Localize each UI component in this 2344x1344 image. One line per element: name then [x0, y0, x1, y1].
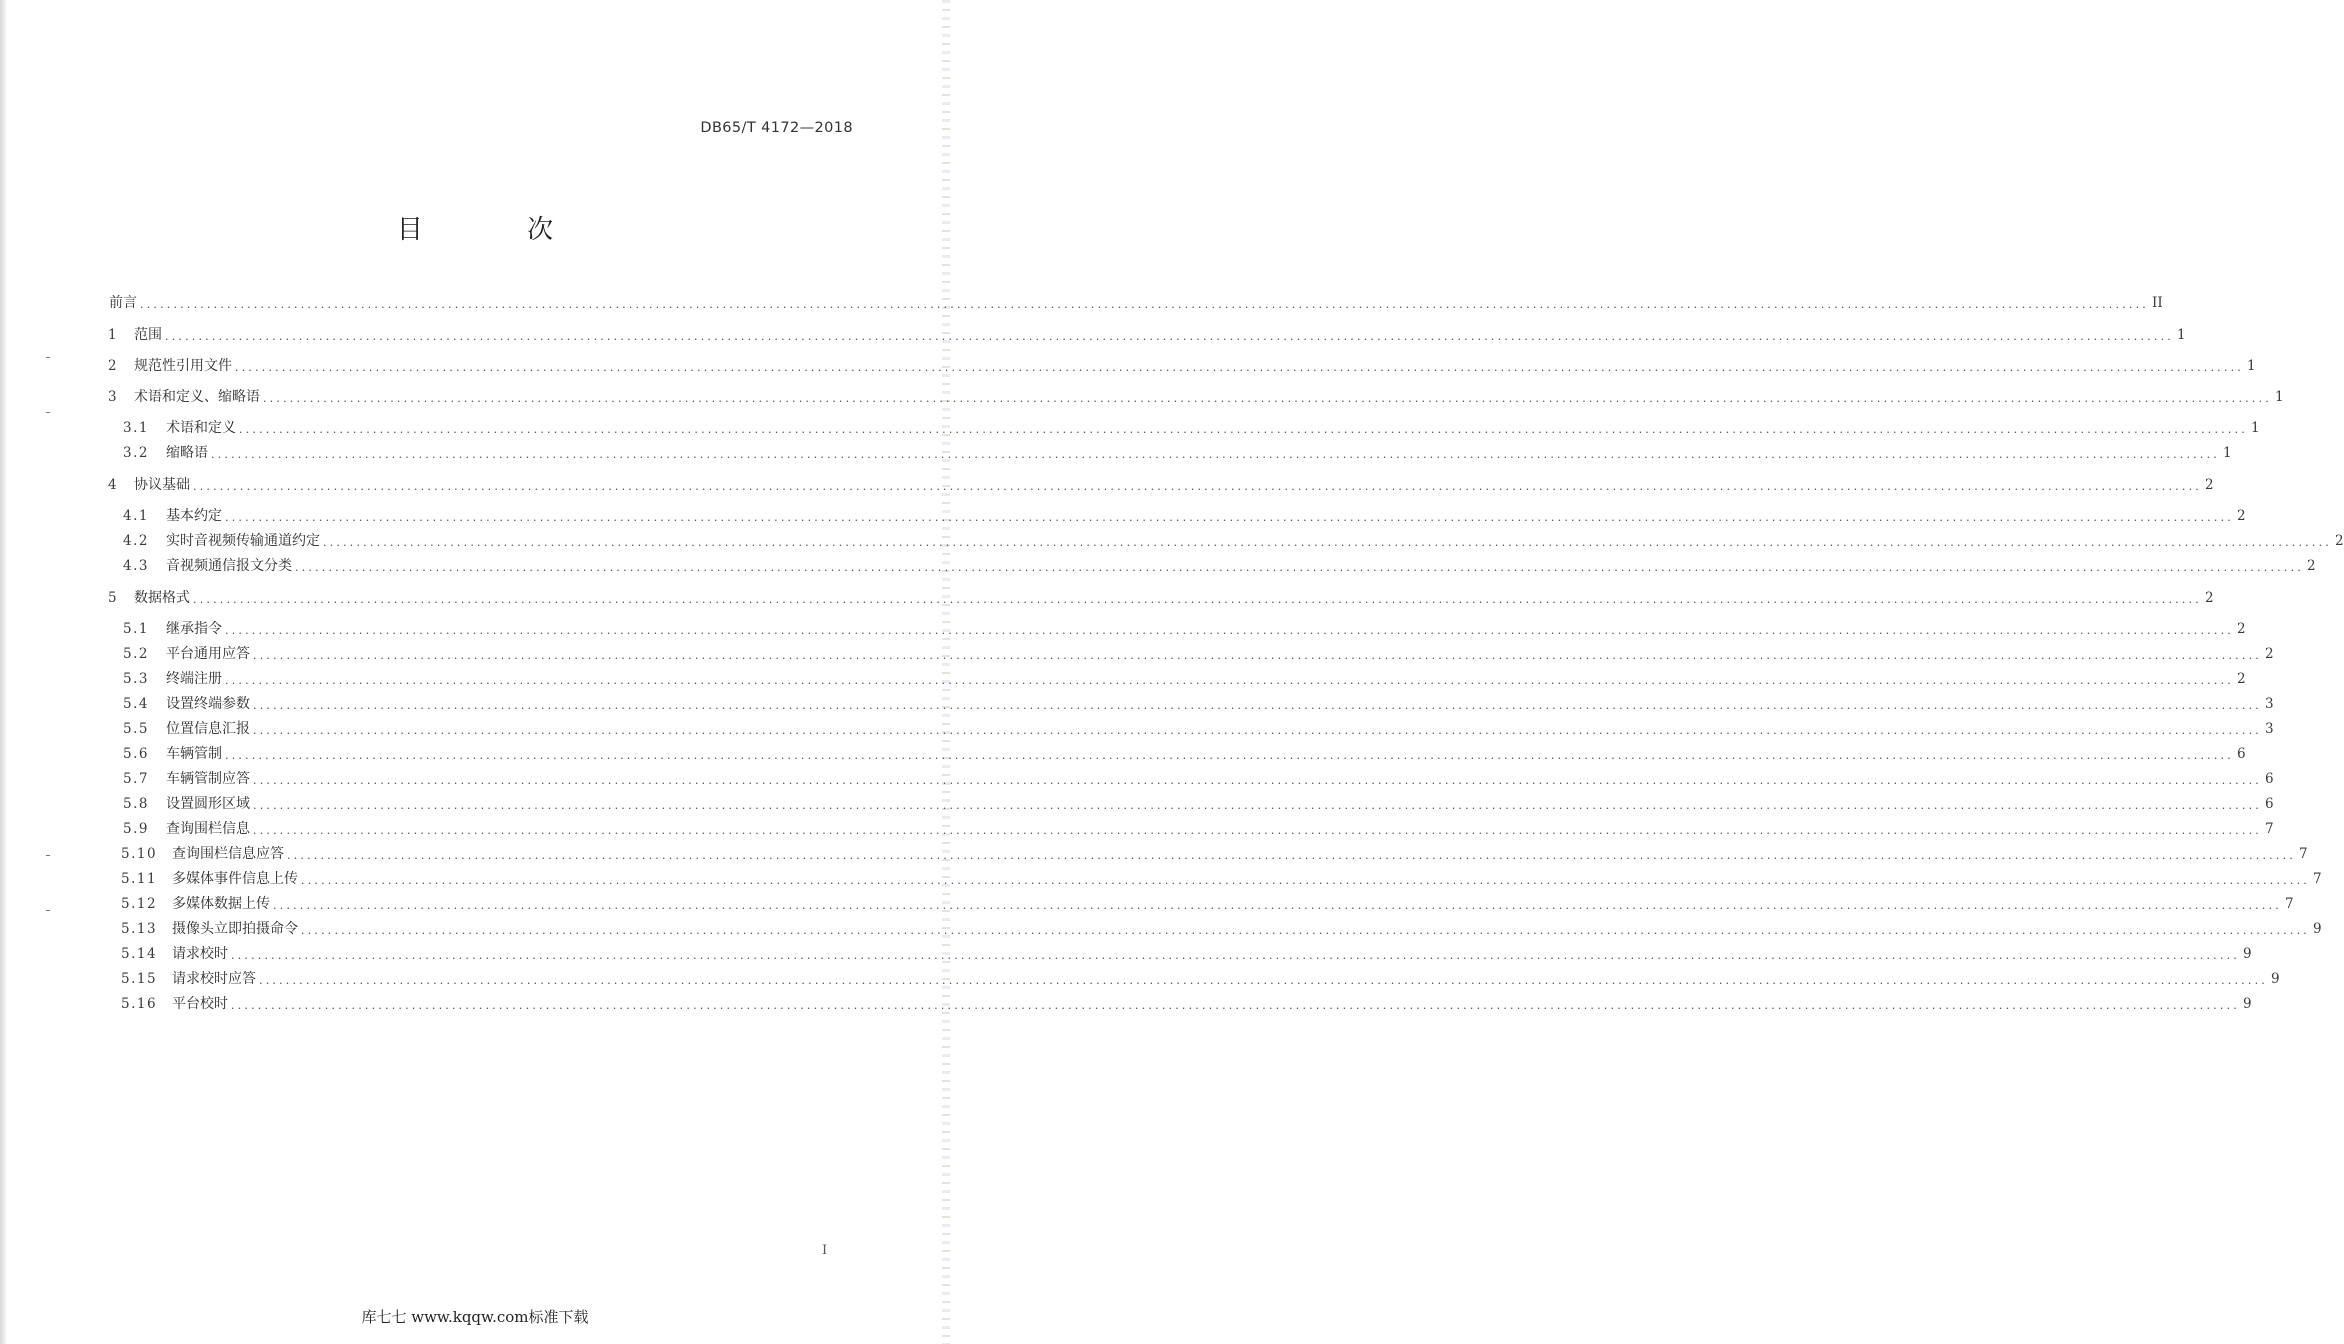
- toc-entry[interactable]: [0, 694, 2274, 714]
- toc-entry-number: 5.15: [121, 971, 158, 987]
- toc-entry[interactable]: [0, 944, 2252, 964]
- toc-entry-page: 7: [2312, 871, 2322, 887]
- toc-entry-number: 5.13: [121, 921, 158, 937]
- toc-entry-page: 2: [2334, 533, 2344, 549]
- toc-entry-label: 实时音视频传输通道约定: [166, 533, 320, 549]
- toc-entry-number: 4.1: [123, 508, 149, 524]
- dot-leader: ............................................................................................................................................................................................................................................................................................................: [225, 624, 2234, 637]
- dot-leader: ............................................................................................................................................................................................................................................................................................................: [239, 423, 2248, 436]
- dot-leader: ............................................................................................................................................................................................................................................................................................................: [295, 561, 2304, 574]
- footer-text: 库七七 www.kqqw.com标准下载: [361, 1308, 589, 1326]
- dot-leader: ............................................................................................................................................................................................................................................................................................................: [301, 874, 2310, 887]
- toc-entry-page: 1: [2222, 445, 2232, 461]
- toc-entry-number: 3.2: [123, 445, 149, 461]
- toc-entry-page: 9: [2242, 996, 2252, 1012]
- toc-entry[interactable]: [0, 794, 2274, 814]
- toc-entry-page: 1: [2176, 327, 2186, 343]
- toc-entry-number: 5.6: [123, 746, 149, 762]
- toc-entry-label: 摄像头立即拍摄命令: [172, 921, 298, 937]
- toc-entry[interactable]: [0, 588, 2214, 608]
- toc-entry-number: 4: [108, 477, 119, 493]
- toc-entry-number: 3: [108, 389, 119, 405]
- toc-entry-page: 7: [2264, 821, 2274, 837]
- toc-entry-page: 3: [2264, 721, 2274, 737]
- toc-entry-page: 3: [2264, 696, 2274, 712]
- toc-entry[interactable]: [0, 869, 2322, 889]
- toc-entry-page: 6: [2264, 796, 2274, 812]
- toc-entry[interactable]: [0, 356, 2256, 376]
- toc-entry-number: 5.10: [121, 846, 158, 862]
- toc-entry-page: 6: [2264, 771, 2274, 787]
- toc-entry-label: 数据格式: [134, 590, 190, 606]
- toc-entry-label: 缩略语: [166, 445, 208, 461]
- toc-entry-page: 2: [2264, 646, 2274, 662]
- dot-leader: ............................................................................................................................................................................................................................................................................................................: [253, 649, 2262, 662]
- toc-entry-label: 基本约定: [166, 508, 222, 524]
- toc-entry-label: 平台通用应答: [166, 646, 250, 662]
- toc-entry[interactable]: [0, 619, 2246, 639]
- toc-entry-page: 9: [2312, 921, 2322, 937]
- toc-entry-number: 5.2: [123, 646, 149, 662]
- toc-entry-number: 5.1: [123, 621, 149, 637]
- toc-entry-number: 4.3: [123, 558, 149, 574]
- toc-entry[interactable]: [0, 894, 2294, 914]
- toc-entry-page: 6: [2236, 746, 2246, 762]
- dot-leader: ............................................................................................................................................................................................................................................................................................................: [253, 699, 2262, 712]
- toc-entry-label: 请求校时应答: [172, 971, 256, 987]
- toc-entry-number: 5.3: [123, 671, 149, 687]
- toc-entry[interactable]: [0, 443, 2232, 463]
- toc-entry-label: 前言: [109, 295, 137, 311]
- toc-entry-page: 7: [2284, 896, 2294, 912]
- toc-entry[interactable]: [0, 994, 2252, 1014]
- dot-leader: ............................................................................................................................................................................................................................................................................................................: [225, 674, 2234, 687]
- toc-entry-page: 1: [2274, 389, 2284, 405]
- toc-entry-page: 2: [2306, 558, 2316, 574]
- toc-entry-label: 范围: [134, 327, 162, 343]
- toc-entry-number: 5.8: [123, 796, 149, 812]
- toc-title: 目 次: [396, 215, 602, 245]
- toc-entry-label: 车辆管制: [166, 746, 222, 762]
- toc-entry-page: 2: [2236, 671, 2246, 687]
- toc-entry-number: 5.9: [123, 821, 149, 837]
- toc-entry-page: 2: [2236, 621, 2246, 637]
- toc-entry-label: 音视频通信报文分类: [166, 558, 292, 574]
- toc-entry[interactable]: [0, 919, 2322, 939]
- toc-entry[interactable]: [0, 387, 2284, 407]
- toc-entry-page: 1: [2246, 358, 2256, 374]
- toc-entry-label: 平台校时: [172, 996, 228, 1012]
- dot-leader: ............................................................................................................................................................................................................................................................................................................: [231, 949, 2240, 962]
- scan-mark: [46, 412, 50, 413]
- toc-entry[interactable]: [0, 293, 2163, 313]
- toc-entry-label: 多媒体数据上传: [172, 896, 270, 912]
- dot-leader: ............................................................................................................................................................................................................................................................................................................: [193, 480, 2202, 493]
- dot-leader: ............................................................................................................................................................................................................................................................................................................: [225, 749, 2234, 762]
- document-code: DB65/T 4172—2018: [700, 120, 853, 136]
- toc-entry-number: 5.16: [121, 996, 158, 1012]
- page-number: I: [822, 1243, 828, 1258]
- toc-entry-page: 2: [2204, 477, 2214, 493]
- dot-leader: ............................................................................................................................................................................................................................................................................................................: [231, 999, 2240, 1012]
- toc-entry-label: 术语和定义: [166, 420, 236, 436]
- dot-leader: ............................................................................................................................................................................................................................................................................................................: [211, 448, 2220, 461]
- dot-leader: ............................................................................................................................................................................................................................................................................................................: [140, 298, 2149, 311]
- toc-entry-number: 5.7: [123, 771, 149, 787]
- toc-entry-number: 4.2: [123, 533, 149, 549]
- toc-entry-number: 5.4: [123, 696, 149, 712]
- toc-entry-label: 协议基础: [134, 477, 190, 493]
- toc-entry-label: 规范性引用文件: [134, 358, 232, 374]
- toc-entry-page: 9: [2242, 946, 2252, 962]
- dot-leader: ............................................................................................................................................................................................................................................................................................................: [253, 724, 2262, 737]
- toc-entry[interactable]: [0, 531, 2344, 551]
- dot-leader: ............................................................................................................................................................................................................................................................................................................: [263, 392, 2272, 405]
- toc-entry[interactable]: [0, 418, 2260, 438]
- toc-entry-label: 终端注册: [166, 671, 222, 687]
- toc-entry[interactable]: [0, 669, 2246, 689]
- toc-entry[interactable]: [0, 769, 2274, 789]
- toc-entry-label: 术语和定义、缩略语: [134, 389, 260, 405]
- toc-entry-number: 5.11: [121, 871, 158, 887]
- dot-leader: ............................................................................................................................................................................................................................................................................................................: [253, 774, 2262, 787]
- toc-entry-page: 7: [2298, 846, 2308, 862]
- toc-entry-label: 位置信息汇报: [166, 721, 250, 737]
- scan-right-edge: [942, 0, 950, 1344]
- toc-entry-number: 5: [108, 590, 119, 606]
- toc-entry-page: 2: [2204, 590, 2214, 606]
- dot-leader: ............................................................................................................................................................................................................................................................................................................: [253, 824, 2262, 837]
- dot-leader: ............................................................................................................................................................................................................................................................................................................: [287, 849, 2296, 862]
- toc-entry-label: 车辆管制应答: [166, 771, 250, 787]
- dot-leader: ............................................................................................................................................................................................................................................................................................................: [259, 974, 2268, 987]
- toc-entry-number: 5.12: [121, 896, 158, 912]
- toc-entry[interactable]: [0, 819, 2274, 839]
- toc-entry-label: 多媒体事件信息上传: [172, 871, 298, 887]
- toc-entry-number: 5.14: [121, 946, 158, 962]
- toc-entry-number: 2: [108, 358, 119, 374]
- dot-leader: ............................................................................................................................................................................................................................................................................................................: [235, 361, 2244, 374]
- toc-entry[interactable]: [0, 719, 2274, 739]
- toc-entry-label: 查询围栏信息: [166, 821, 250, 837]
- toc-entry[interactable]: [0, 644, 2274, 664]
- toc-entry-label: 查询围栏信息应答: [172, 846, 284, 862]
- toc-entry[interactable]: [0, 475, 2214, 495]
- toc-entry-label: 设置圆形区域: [166, 796, 250, 812]
- toc-entry-page: 2: [2236, 508, 2246, 524]
- dot-leader: ............................................................................................................................................................................................................................................................................................................: [301, 924, 2310, 937]
- toc-entry-label: 继承指令: [166, 621, 222, 637]
- toc-entry-page: 9: [2270, 971, 2280, 987]
- dot-leader: ............................................................................................................................................................................................................................................................................................................: [323, 536, 2332, 549]
- toc-entry[interactable]: [0, 844, 2308, 864]
- toc-entry[interactable]: [0, 744, 2246, 764]
- dot-leader: ............................................................................................................................................................................................................................................................................................................: [165, 330, 2174, 343]
- toc-entry[interactable]: [0, 969, 2280, 989]
- dot-leader: ............................................................................................................................................................................................................................................................................................................: [193, 593, 2202, 606]
- toc-entry-number: 3.1: [123, 420, 149, 436]
- toc-entry[interactable]: [0, 325, 2186, 345]
- toc-entry-number: 1: [108, 327, 119, 343]
- toc-entry-number: 5.5: [123, 721, 149, 737]
- toc-entry-label: 请求校时: [172, 946, 228, 962]
- toc-entry-page: II: [2151, 295, 2163, 311]
- toc-entry[interactable]: [0, 506, 2246, 526]
- dot-leader: ............................................................................................................................................................................................................................................................................................................: [253, 799, 2262, 812]
- toc-entry-page: 1: [2250, 420, 2260, 436]
- toc-entry[interactable]: [0, 556, 2316, 576]
- dot-leader: ............................................................................................................................................................................................................................................................................................................: [225, 511, 2234, 524]
- toc-entry-label: 设置终端参数: [166, 696, 250, 712]
- dot-leader: ............................................................................................................................................................................................................................................................................................................: [273, 899, 2282, 912]
